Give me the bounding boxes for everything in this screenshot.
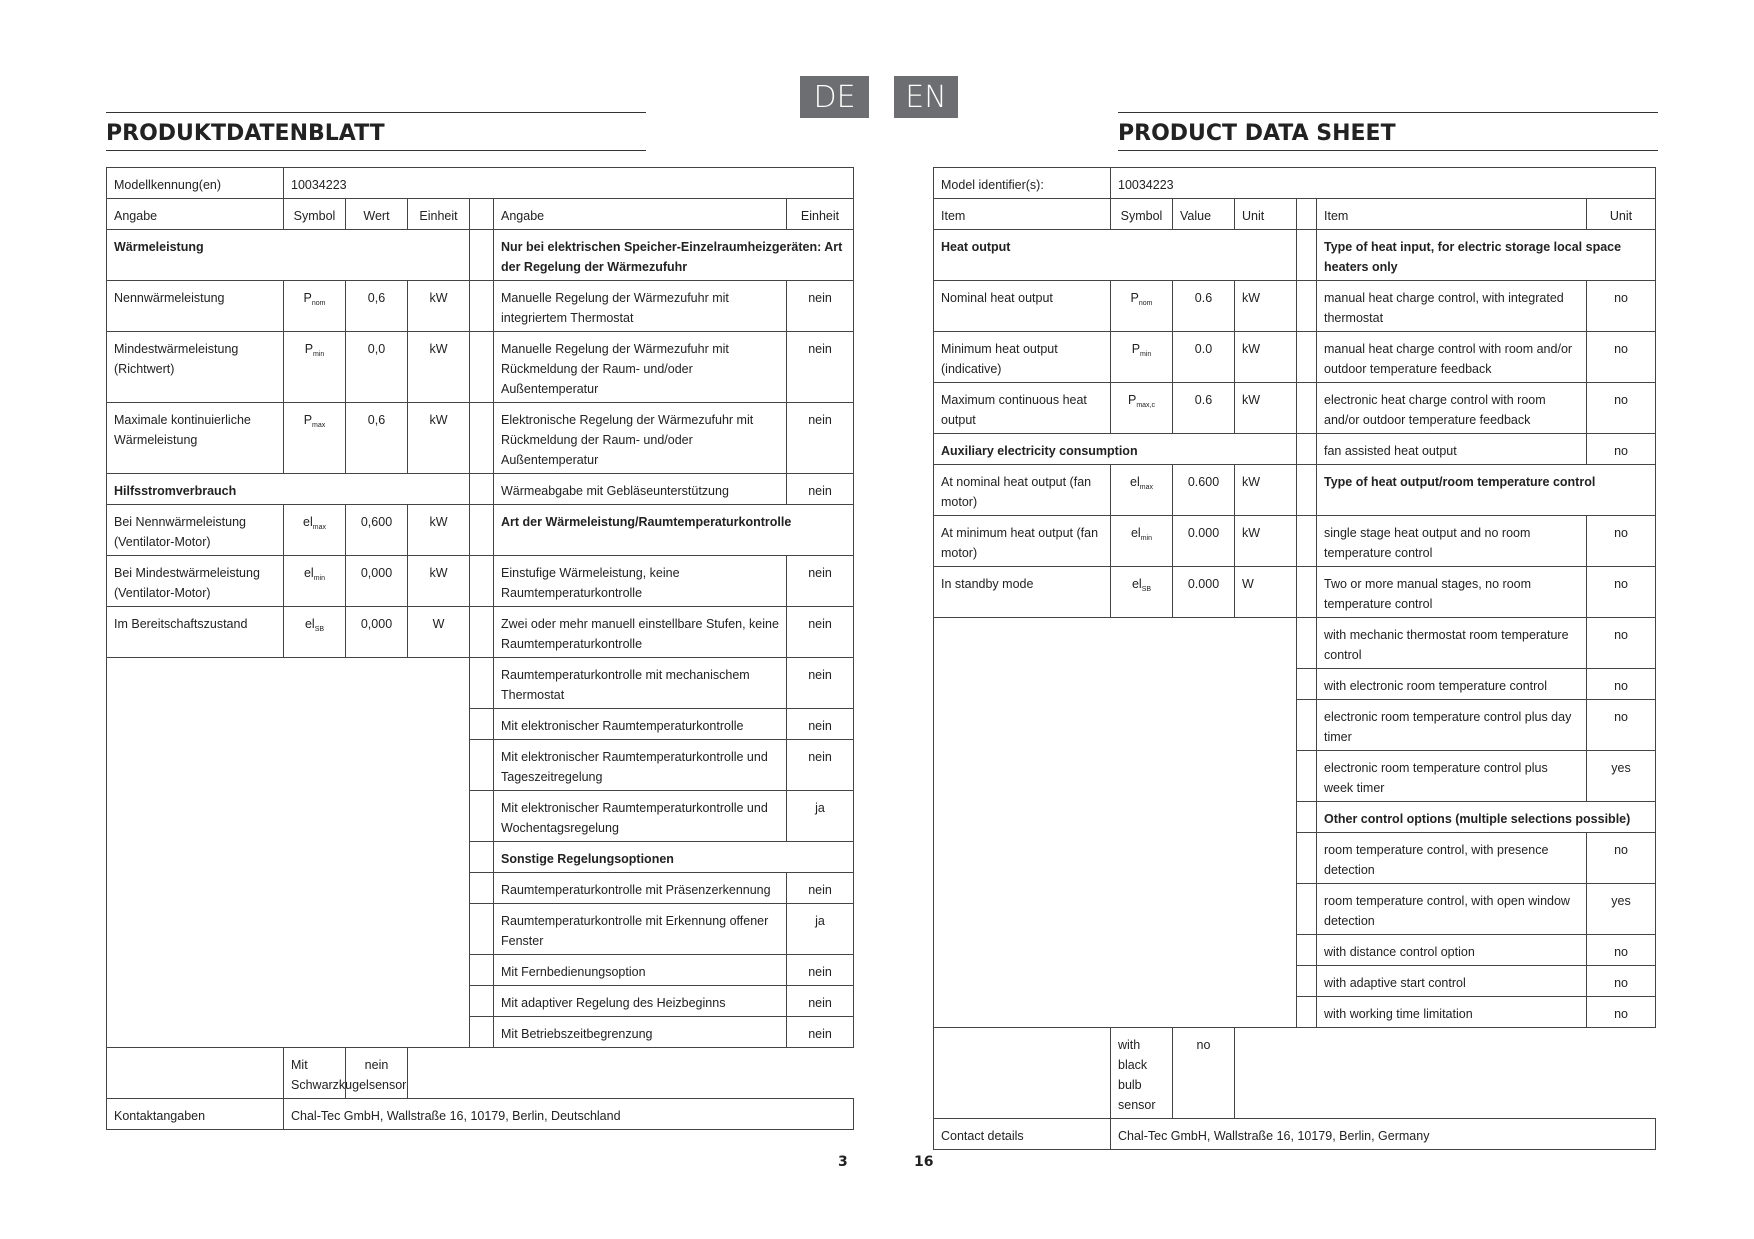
spacer-cell: [470, 791, 494, 842]
col-header-unit: Unit: [1235, 199, 1297, 230]
page-title-en: PRODUCT DATA SHEET: [1118, 112, 1658, 151]
section-title-other: Sonstige Regelungsoptionen: [494, 842, 854, 873]
option-value: no: [1587, 966, 1656, 997]
spacer-cell: [1297, 935, 1317, 966]
option-label: with black bulb sensor: [1111, 1028, 1173, 1119]
spacer-cell: [1297, 833, 1317, 884]
spacer-cell: [1297, 383, 1317, 434]
col-header-value: Wert: [346, 199, 408, 230]
unit: kW: [1235, 516, 1297, 567]
option-label: Mit elektronischer Raumtemperaturkontrolle: [494, 709, 787, 740]
option-label: with distance control option: [1317, 935, 1587, 966]
option-value: no: [1587, 997, 1656, 1028]
option-label: Mit elektronischer Raumtemperaturkontrolle und Tageszeitregelung: [494, 740, 787, 791]
section-title-heat-output: Wärmeleistung: [107, 230, 470, 281]
option-value: nein: [787, 332, 854, 403]
product-data-table-en: [933, 167, 1656, 1150]
value: 0,6: [346, 403, 408, 474]
row-label: Maximale kontinuierliche Wärmeleistung: [107, 403, 284, 474]
col-header-unit: Einheit: [408, 199, 470, 230]
spacer-cell: [470, 658, 494, 709]
unit: kW: [1235, 332, 1297, 383]
spacer-cell: [1297, 618, 1317, 669]
option-label: with electronic room temperature control: [1317, 669, 1587, 700]
option-label: manual heat charge control with room and/or outdoor temperature feedback: [1317, 332, 1587, 383]
symbol: $el_{min}$: [1111, 516, 1173, 567]
spacer-cell: [1297, 997, 1317, 1028]
option-value: no: [1587, 700, 1656, 751]
option-label: Manuelle Regelung der Wärmezufuhr mit Rückmeldung der Raum- und/oder Außentemperatur: [494, 332, 787, 403]
page-number-left: 3: [838, 1154, 848, 1170]
row-label: Maximum continuous heat output: [934, 383, 1111, 434]
contact-value: Chal-Tec GmbH, Wallstraße 16, 10179, Berlin, Germany: [1111, 1119, 1656, 1150]
row-label: Minimum heat output (indicative): [934, 332, 1111, 383]
option-label: with working time limitation: [1317, 997, 1587, 1028]
col-header-unit-right: Einheit: [787, 199, 854, 230]
unit: kW: [1235, 281, 1297, 332]
contact-label: Contact details: [934, 1119, 1111, 1150]
symbol: $el_{SB}$: [1111, 567, 1173, 618]
section-title-storage: Type of heat input, for electric storage local space heaters only: [1317, 230, 1656, 281]
section-title-control: Type of heat output/room temperature control: [1317, 465, 1656, 516]
row-label: Mindestwärmeleistung (Richtwert): [107, 332, 284, 403]
option-value: nein: [787, 955, 854, 986]
option-label: Mit elektronischer Raumtemperaturkontrolle und Wochentagsregelung: [494, 791, 787, 842]
option-label: room temperature control, with open window detection: [1317, 884, 1587, 935]
option-value: ja: [787, 791, 854, 842]
spacer-cell: [470, 403, 494, 474]
option-label: electronic room temperature control plus day timer: [1317, 700, 1587, 751]
empty-area: [934, 618, 1297, 1028]
option-value: nein: [346, 1048, 408, 1099]
spacer-cell: [1297, 567, 1317, 618]
empty-area: [107, 658, 470, 1048]
option-value: nein: [787, 740, 854, 791]
value: 0,000: [346, 607, 408, 658]
row-label: Nennwärmeleistung: [107, 281, 284, 332]
option-label: with mechanic thermostat room temperature control: [1317, 618, 1587, 669]
col-header-item: Angabe: [107, 199, 284, 230]
spacer-cell: [470, 873, 494, 904]
option-label: with adaptive start control: [1317, 966, 1587, 997]
product-data-table-de: [106, 167, 854, 1130]
option-value: ja: [787, 904, 854, 955]
unit: kW: [1235, 383, 1297, 434]
option-label: Raumtemperaturkontrolle mit Erkennung offener Fenster: [494, 904, 787, 955]
option-label: single stage heat output and no room temperature control: [1317, 516, 1587, 567]
option-value: no: [1587, 567, 1656, 618]
option-value: nein: [787, 281, 854, 332]
unit: W: [1235, 567, 1297, 618]
spacer-cell: [1297, 700, 1317, 751]
spacer-cell: [107, 1048, 284, 1099]
spacer-cell: [1297, 230, 1317, 281]
option-label: electronic room temperature control plus week timer: [1317, 751, 1587, 802]
unit: kW: [408, 556, 470, 607]
option-label: manual heat charge control, with integrated thermostat: [1317, 281, 1587, 332]
spacer-cell: [1297, 281, 1317, 332]
spacer-cell: [1297, 516, 1317, 567]
value: 0.000: [1173, 567, 1235, 618]
unit: kW: [408, 403, 470, 474]
spacer-cell: [1297, 884, 1317, 935]
option-label: fan assisted heat output: [1317, 434, 1587, 465]
option-label: electronic heat charge control with room and/or outdoor temperature feedback: [1317, 383, 1587, 434]
spacer-cell: [470, 842, 494, 873]
value: 0.000: [1173, 516, 1235, 567]
value: 0.6: [1173, 383, 1235, 434]
option-value: nein: [787, 403, 854, 474]
spacer-cell: [1297, 802, 1317, 833]
option-value: nein: [787, 1017, 854, 1048]
value: 0,6: [346, 281, 408, 332]
option-value: nein: [787, 873, 854, 904]
spacer-cell: [470, 556, 494, 607]
option-value: yes: [1587, 884, 1656, 935]
page-number-right: 16: [914, 1154, 934, 1170]
option-label: Einstufige Wärmeleistung, keine Raumtemperaturkontrolle: [494, 556, 787, 607]
option-value: nein: [787, 607, 854, 658]
option-label: room temperature control, with presence detection: [1317, 833, 1587, 884]
unit: kW: [408, 505, 470, 556]
row-label: In standby mode: [934, 567, 1111, 618]
option-value: no: [1587, 332, 1656, 383]
spacer-cell: [1297, 966, 1317, 997]
option-value: no: [1587, 281, 1656, 332]
lang-en-badge: EN: [894, 76, 958, 118]
model-value: 10034223: [284, 168, 854, 199]
spacer-cell: [470, 332, 494, 403]
col-header-value: Value: [1173, 199, 1235, 230]
option-value: no: [1587, 618, 1656, 669]
symbol: $P_{min}$: [1111, 332, 1173, 383]
value: 0,600: [346, 505, 408, 556]
col-header-unit-right: Unit: [1587, 199, 1656, 230]
symbol: $el_{min}$: [284, 556, 346, 607]
contact-label: Kontaktangaben: [107, 1099, 284, 1130]
section-title-storage: Nur bei elektrischen Speicher-Einzelraumheizgeräten: Art der Regelung der Wärmezufuhr: [494, 230, 854, 281]
option-value: no: [1587, 434, 1656, 465]
spacer-cell: [934, 1028, 1111, 1119]
spacer-cell: [470, 505, 494, 556]
row-label: Bei Nennwärmeleistung (Ventilator-Motor): [107, 505, 284, 556]
option-label: Mit Fernbedienungsoption: [494, 955, 787, 986]
option-label: Elektronische Regelung der Wärmezufuhr mit Rückmeldung der Raum- und/oder Außentemperatur: [494, 403, 787, 474]
unit: kW: [408, 281, 470, 332]
symbol: $P_{min}$: [284, 332, 346, 403]
value: 0,0: [346, 332, 408, 403]
option-value: nein: [787, 709, 854, 740]
spacer-cell: [1297, 669, 1317, 700]
symbol: $el_{SB}$: [284, 607, 346, 658]
value: 0.6: [1173, 281, 1235, 332]
spacer-cell: [470, 607, 494, 658]
unit: kW: [1235, 465, 1297, 516]
model-label: Model identifier(s):: [934, 168, 1111, 199]
col-header-item: Item: [934, 199, 1111, 230]
option-label: Raumtemperaturkontrolle mit Präsenzerkennung: [494, 873, 787, 904]
option-label: Mit Schwarzkugelsensor: [284, 1048, 346, 1099]
col-header-item-right: Angabe: [494, 199, 787, 230]
row-label: Im Bereitschaftszustand: [107, 607, 284, 658]
option-value: yes: [1587, 751, 1656, 802]
unit: W: [408, 607, 470, 658]
spacer-cell: [470, 709, 494, 740]
spacer-cell: [1297, 199, 1317, 230]
col-header-symbol: Symbol: [284, 199, 346, 230]
row-label: At nominal heat output (fan motor): [934, 465, 1111, 516]
spacer-cell: [470, 740, 494, 791]
option-value: no: [1173, 1028, 1235, 1119]
option-value: nein: [787, 658, 854, 709]
option-label: Mit adaptiver Regelung des Heizbeginns: [494, 986, 787, 1017]
row-label: Nominal heat output: [934, 281, 1111, 332]
symbol: $P_{max,c}$: [1111, 383, 1173, 434]
spacer-cell: [470, 230, 494, 281]
spacer-cell: [1297, 434, 1317, 465]
option-value: nein: [787, 474, 854, 505]
symbol: $el_{max}$: [284, 505, 346, 556]
spacer-cell: [470, 199, 494, 230]
spacer-cell: [1297, 751, 1317, 802]
section-title-other: Other control options (multiple selections possible): [1317, 802, 1656, 833]
option-value: no: [1587, 516, 1656, 567]
model-label: Modellkennung(en): [107, 168, 284, 199]
spacer-cell: [470, 955, 494, 986]
page-title-de: PRODUKTDATENBLATT: [106, 112, 646, 151]
spacer-cell: [1297, 332, 1317, 383]
option-value: no: [1587, 833, 1656, 884]
value: 0.600: [1173, 465, 1235, 516]
lang-de-badge: DE: [800, 76, 869, 118]
section-title-aux: Auxiliary electricity consumption: [934, 434, 1297, 465]
option-value: nein: [787, 986, 854, 1017]
row-label: At minimum heat output (fan motor): [934, 516, 1111, 567]
spacer-cell: [470, 904, 494, 955]
spacer-cell: [1297, 465, 1317, 516]
section-title-heat-output: Heat output: [934, 230, 1297, 281]
symbol: $P_{max}$: [284, 403, 346, 474]
option-label: Mit Betriebszeitbegrenzung: [494, 1017, 787, 1048]
option-label: Zwei oder mehr manuell einstellbare Stufen, keine Raumtemperaturkontrolle: [494, 607, 787, 658]
contact-value: Chal-Tec GmbH, Wallstraße 16, 10179, Berlin, Deutschland: [284, 1099, 854, 1130]
option-label: Manuelle Regelung der Wärmezufuhr mit integriertem Thermostat: [494, 281, 787, 332]
option-label: Wärmeabgabe mit Gebläseunterstützung: [494, 474, 787, 505]
symbol: $el_{max}$: [1111, 465, 1173, 516]
option-value: no: [1587, 935, 1656, 966]
spacer-cell: [470, 1017, 494, 1048]
option-value: no: [1587, 383, 1656, 434]
option-label: Two or more manual stages, no room temperature control: [1317, 567, 1587, 618]
value: 0.0: [1173, 332, 1235, 383]
symbol: $P_{nom}$: [1111, 281, 1173, 332]
option-label: Raumtemperaturkontrolle mit mechanischem Thermostat: [494, 658, 787, 709]
row-label: Bei Mindestwärmeleistung (Ventilator-Motor): [107, 556, 284, 607]
col-header-item-right: Item: [1317, 199, 1587, 230]
spacer-cell: [470, 281, 494, 332]
col-header-symbol: Symbol: [1111, 199, 1173, 230]
option-value: nein: [787, 556, 854, 607]
unit: kW: [408, 332, 470, 403]
symbol: $P_{nom}$: [284, 281, 346, 332]
spacer-cell: [470, 474, 494, 505]
option-value: no: [1587, 669, 1656, 700]
section-title-control: Art der Wärmeleistung/Raumtemperaturkontrolle: [494, 505, 854, 556]
spacer-cell: [470, 986, 494, 1017]
value: 0,000: [346, 556, 408, 607]
section-title-aux: Hilfsstromverbrauch: [107, 474, 470, 505]
model-value: 10034223: [1111, 168, 1656, 199]
